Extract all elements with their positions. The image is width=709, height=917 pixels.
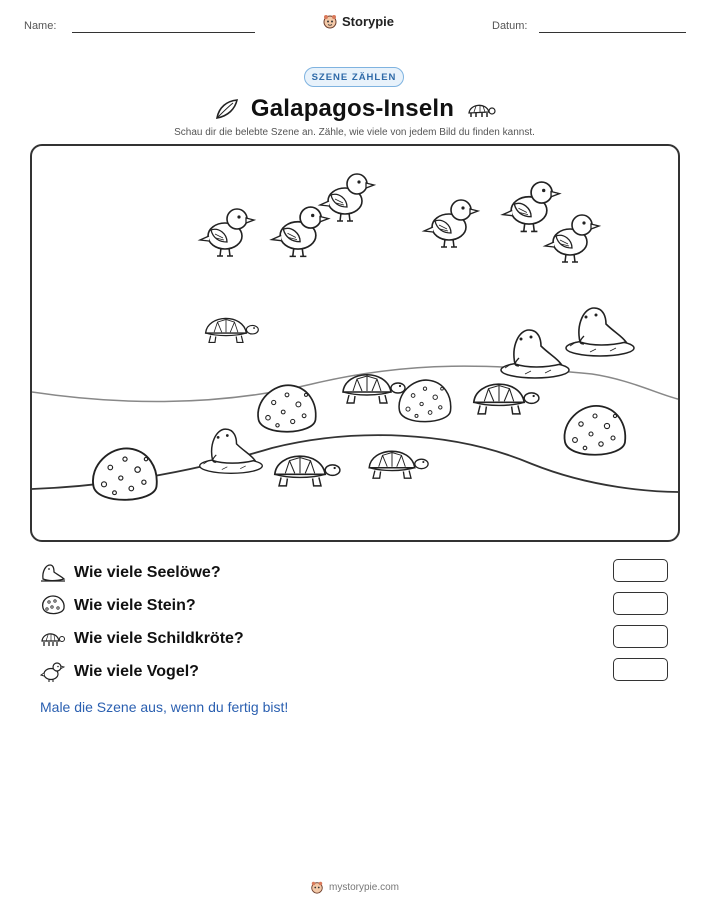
question-sea-lions: [40, 561, 221, 585]
answer-box-turtles[interactable]: [613, 625, 668, 648]
storypie-mascot-icon: [322, 13, 338, 29]
question-text: Wie viele Vogel?: [74, 663, 199, 680]
counting-scene: [30, 144, 680, 542]
turtle: [206, 318, 259, 342]
turtle: [369, 451, 428, 478]
answer-box-sea-lions[interactable]: [613, 559, 668, 582]
question-text: Wie viele Schildkröte?: [74, 630, 244, 647]
site-footer: [0, 880, 709, 894]
bird: [272, 207, 329, 256]
page-title: Galapagos-Inseln: [250, 95, 455, 122]
bird-icon: [40, 661, 66, 683]
sea-lion: [501, 330, 569, 378]
storypie-mascot-icon: [310, 880, 324, 894]
sea-lion: [200, 429, 263, 473]
sea-lion-icon: [40, 563, 66, 583]
coloring-note: Male die Szene aus, wenn du fertig bist!: [40, 699, 289, 715]
bird: [545, 215, 599, 262]
brand-logo: [322, 13, 394, 29]
question-birds: [40, 660, 199, 684]
name-label: Name:: [24, 20, 57, 32]
sea-lion: [566, 308, 634, 356]
question-turtles: [40, 627, 244, 651]
answer-box-rocks[interactable]: [613, 592, 668, 615]
question-rocks: [40, 594, 196, 618]
name-line: [72, 32, 255, 33]
leaf-icon: [213, 97, 241, 121]
bird: [320, 174, 374, 221]
rock-icon: [40, 595, 66, 617]
turtle: [275, 456, 340, 486]
date-line: [539, 32, 686, 33]
date-label: Datum:: [492, 20, 528, 32]
rock: [93, 448, 157, 499]
answer-box-birds[interactable]: [613, 658, 668, 681]
bird: [424, 200, 478, 247]
bird: [503, 182, 560, 231]
scene-illustration: [32, 146, 680, 542]
turtle-icon: [40, 629, 66, 649]
question-text: Wie viele Stein?: [74, 597, 196, 614]
turtle-icon: [464, 98, 496, 120]
rock: [564, 406, 625, 455]
rock: [399, 380, 451, 422]
rock: [258, 385, 316, 431]
brand-name: Storypie: [342, 13, 395, 29]
site-url[interactable]: mystorypie.com: [328, 881, 399, 893]
turtle: [343, 375, 405, 403]
bird: [200, 209, 254, 256]
instructions: Schau dir die belebte Szene an. Zähle, wie viele von jedem Bild du finden kannst.: [174, 127, 535, 138]
question-text: Wie viele Seelöwe?: [74, 564, 221, 581]
title-row: [0, 92, 709, 126]
turtle: [474, 384, 539, 414]
activity-badge: SZENE ZÄHLEN: [304, 67, 404, 87]
